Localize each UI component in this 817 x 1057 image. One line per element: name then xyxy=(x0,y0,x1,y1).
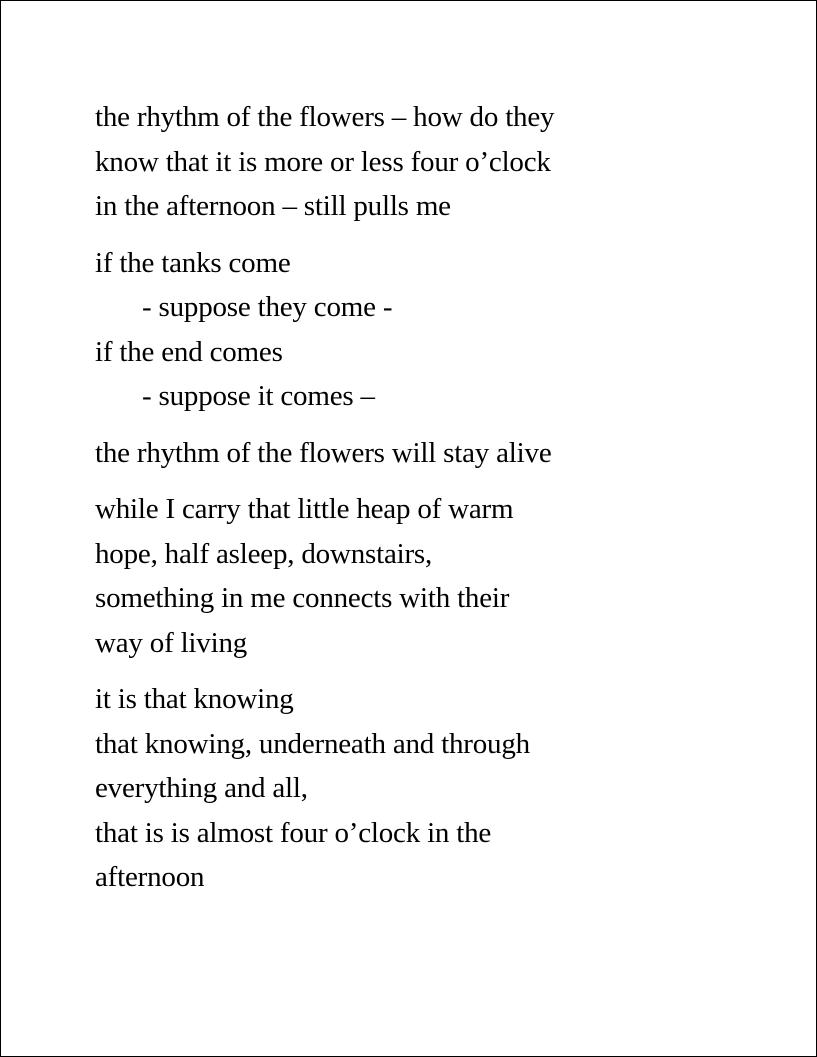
poem-line: it is that knowing xyxy=(95,683,294,715)
poem-line: that knowing, underneath and through xyxy=(95,727,530,760)
stanza-2 xyxy=(95,241,735,419)
poem-line: the rhythm of the flowers – how do they xyxy=(95,101,555,133)
poem-line: the rhythm of the flowers will stay alive xyxy=(95,436,552,469)
poem-line: hope, half asleep, downstairs, xyxy=(95,537,433,570)
poem-line: while I carry that little heap of warm xyxy=(95,493,514,525)
poem-line: afternoon xyxy=(95,861,205,893)
poem-line: something in me connects with their xyxy=(95,582,510,614)
stanza-4 xyxy=(95,487,735,665)
poem-line-indented: - suppose they come - xyxy=(142,291,393,323)
stanza-3 xyxy=(95,431,735,476)
poem-line: everything and all, xyxy=(95,772,308,804)
stanza-5 xyxy=(95,677,735,900)
poem-body xyxy=(95,95,735,912)
poem-line: if the end comes xyxy=(95,335,283,368)
stanza-1 xyxy=(95,95,735,229)
poem-line: if the tanks come xyxy=(95,246,291,279)
poem-line: in the afternoon – still pulls me xyxy=(95,190,451,222)
poem-line-indented: - suppose it comes – xyxy=(142,380,375,412)
poem-line: know that it is more or less four o’clock xyxy=(95,145,551,178)
poem-line: that is is almost four o’clock in the xyxy=(95,816,492,849)
poem-line: way of living xyxy=(95,626,248,659)
